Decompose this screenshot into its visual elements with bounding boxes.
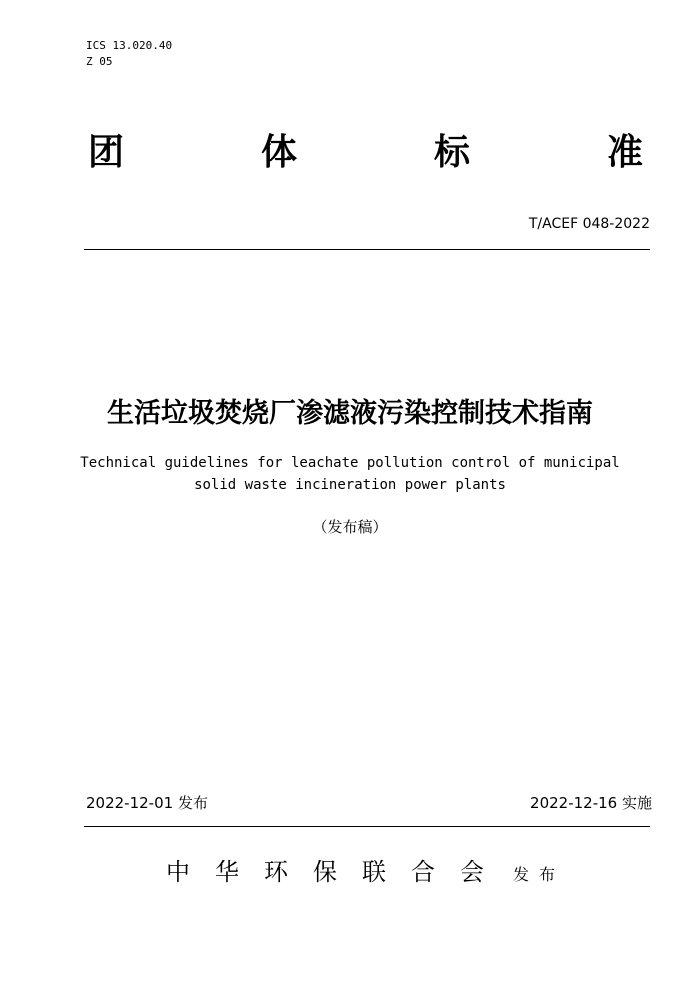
top-divider [84, 249, 650, 250]
ccs-code: Z 05 [86, 55, 113, 68]
standard-type-char: 团 [88, 132, 125, 173]
ics-code: ICS 13.020.40 [86, 39, 173, 52]
standard-type-heading [88, 128, 643, 178]
draft-status: （发布稿） [312, 518, 388, 536]
standard-number: T/ACEF 048-2022 [528, 216, 650, 232]
english-title-line: Technical guidelines for leachate pollution control of municipal [80, 455, 620, 471]
publish-date: 2022-12-01 发布 [86, 794, 208, 812]
standard-type-char: 准 [606, 132, 643, 173]
bottom-divider [84, 826, 650, 827]
classification-codes [86, 38, 172, 70]
issuer-block [166, 854, 565, 893]
document-title-chinese: 生活垃圾焚烧厂渗滤液污染控制技术指南 [107, 398, 593, 429]
implement-date: 2022-12-16 实施 [530, 794, 652, 812]
issuer-name: 中华环保联合会 [166, 858, 509, 886]
standard-type-char: 体 [260, 132, 297, 173]
english-title-line: solid waste incineration power plants [194, 477, 506, 493]
issuer-action: 发布 [513, 865, 566, 884]
document-title-english [0, 452, 700, 496]
standard-type-char: 标 [433, 132, 470, 173]
